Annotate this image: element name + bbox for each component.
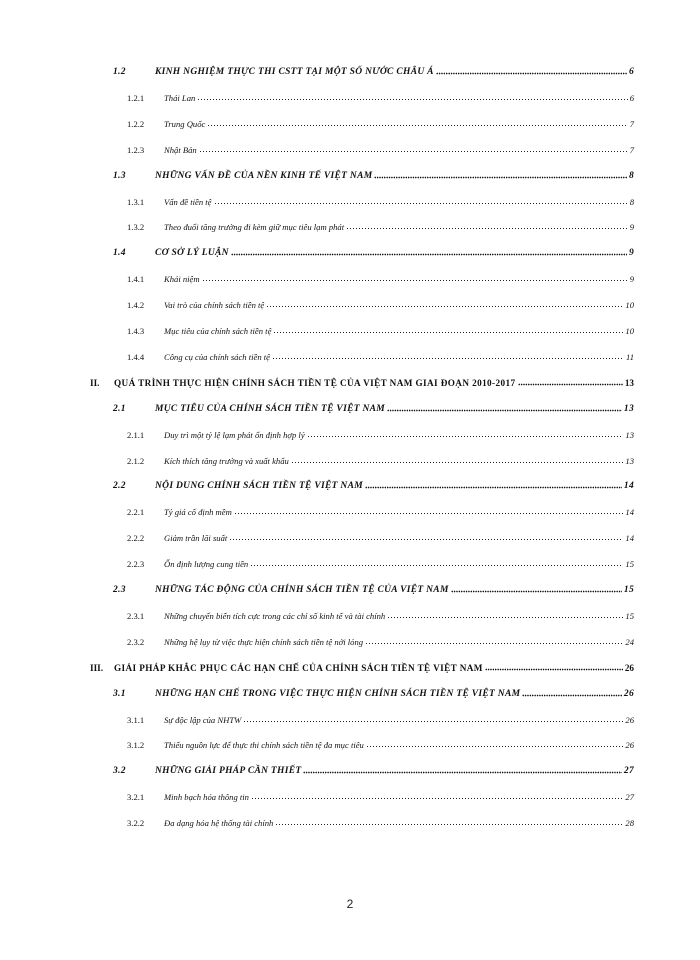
toc-entry[interactable] <box>113 684 634 700</box>
toc-entry-number: 3.2.2 <box>127 818 145 829</box>
toc-entry-title: NHỮNG VẤN ĐỀ CỦA NỀN KINH TẾ VIỆT NAM <box>155 170 373 181</box>
toc-entry-title: Thái Lan <box>164 92 196 103</box>
toc-entry-number: 2.2 <box>113 481 126 492</box>
toc-dot-leader <box>451 590 622 593</box>
toc-entry-title: Khái niệm <box>164 274 200 285</box>
toc-entry[interactable] <box>127 502 634 518</box>
toc-entry[interactable] <box>127 217 634 233</box>
toc-entry[interactable] <box>90 658 634 674</box>
toc-entry[interactable] <box>127 269 634 285</box>
toc-entry-number: 3.1.1 <box>127 714 145 725</box>
toc-entry-title: NHỮNG TÁC ĐỘNG CỦA CHÍNH SÁCH TIỀN TỆ CỦA VIỆT NAM <box>155 585 449 595</box>
toc-entry-title: Đa dạng hóa hệ thống tài chính <box>164 818 274 829</box>
toc-dot-leader <box>199 150 628 153</box>
toc-entry-page: 26 <box>623 688 634 699</box>
toc-entry-number: 2.3.2 <box>127 636 145 647</box>
toc-entry[interactable] <box>113 476 634 492</box>
toc-entry-number: 2.1.2 <box>127 455 145 466</box>
toc-entry-title: Minh bạch hóa thông tin <box>164 792 249 803</box>
toc-entry-page: 8 <box>629 196 634 207</box>
toc-entry[interactable] <box>127 88 634 104</box>
toc-entry-number: 1.3.1 <box>127 196 145 207</box>
toc-entry-page: 14 <box>625 533 634 544</box>
toc-entry[interactable] <box>127 787 634 803</box>
toc-entry-title: Kích thích tăng trưởng và xuất khẩu <box>164 455 289 466</box>
toc-entry-number: 1.4.3 <box>127 326 145 336</box>
toc-dot-leader <box>266 305 623 308</box>
toc-dot-leader <box>275 823 623 826</box>
toc-entry-number: 2.2.1 <box>127 507 145 518</box>
toc-dot-leader <box>272 357 624 360</box>
toc-entry[interactable] <box>127 813 634 829</box>
toc-entry-number: 2.1.1 <box>127 429 145 440</box>
toc-entry-number: 1.3 <box>113 170 126 181</box>
toc-dot-leader <box>207 124 627 127</box>
toc-entry-page: 9 <box>629 222 634 233</box>
toc-entry-title: Theo đuổi tăng trưởng đi kèm giữ mục tiêu lạm phát <box>164 222 345 233</box>
toc-dot-leader <box>250 564 623 567</box>
toc-entry-title: Những chuyển biến tích cực trong các chỉ số kinh tế và tài chính <box>164 610 386 621</box>
toc-entry-number: 2.2.3 <box>127 559 145 570</box>
toc-dot-leader <box>522 694 622 697</box>
toc-entry[interactable] <box>127 528 634 544</box>
toc-entry[interactable] <box>127 606 634 622</box>
toc-entry-number: 1.4.4 <box>127 351 145 362</box>
toc-entry-title: Mục tiêu của chính sách tiền tệ <box>164 326 272 336</box>
toc-entry-title: Nhật Bản <box>164 144 197 155</box>
toc-entry-number: 1.4.1 <box>127 274 145 285</box>
toc-entry-page: 10 <box>625 326 634 336</box>
toc-entry[interactable] <box>127 114 634 130</box>
toc-entry-title: Công cụ của chính sách tiền tệ <box>164 351 270 362</box>
toc-dot-leader <box>436 72 627 75</box>
toc-dot-leader <box>307 435 624 438</box>
toc-entry-page: 15 <box>625 610 634 621</box>
toc-entry-number: 2.1 <box>113 403 126 414</box>
toc-entry-title: Duy trì một tỷ lệ lạm phát ổn định hợp lý <box>164 429 305 440</box>
toc-entry[interactable] <box>127 140 634 156</box>
toc-entry-number: 1.2.3 <box>127 144 145 155</box>
toc-entry[interactable] <box>127 192 634 208</box>
toc-dot-leader <box>202 279 628 282</box>
toc-entry[interactable] <box>127 735 634 751</box>
toc-entry-page: 13 <box>624 377 634 388</box>
toc-entry-page: 27 <box>625 792 634 803</box>
toc-dot-leader <box>365 486 622 489</box>
toc-entry-title: Trung Quốc <box>164 118 206 129</box>
toc-entry-number: 1.4 <box>113 248 126 259</box>
toc-entry-page: 13 <box>623 403 634 414</box>
toc-entry[interactable] <box>113 399 634 415</box>
toc-dot-leader <box>291 461 624 464</box>
toc-entry-page: 15 <box>623 585 634 595</box>
toc-entry-title: Những hệ lụy từ việc thực hiện chính sách tiền tệ nới lỏng <box>164 636 364 647</box>
toc-entry-page: 28 <box>625 818 634 829</box>
toc-dot-leader <box>243 720 623 723</box>
toc-entry-title: Tỷ giá cố định mềm <box>164 507 232 518</box>
toc-entry[interactable] <box>127 295 634 311</box>
toc-entry-page: 9 <box>629 274 634 285</box>
toc-entry-number: 1.2.1 <box>127 92 145 103</box>
toc-dot-leader <box>231 253 627 256</box>
toc-entry-title: Vấn đề tiền tệ <box>164 196 212 207</box>
toc-entry[interactable] <box>127 321 634 337</box>
toc-entry-page: 8 <box>628 170 634 181</box>
toc-entry-page: 6 <box>628 67 634 77</box>
toc-entry-page: 6 <box>629 92 634 103</box>
toc-dot-leader <box>366 745 624 748</box>
toc-entry-number: 3.2 <box>113 766 126 777</box>
toc-entry-title: GIẢI PHÁP KHẮC PHỤC CÁC HẠN CHẾ CỦA CHÍNH SÁCH TIỀN TỆ VIỆT NAM <box>114 662 483 673</box>
toc-entry-page: 13 <box>625 455 634 466</box>
toc-dot-leader <box>365 642 623 645</box>
toc-entry-title: NHỮNG GIẢI PHÁP CẦN THIẾT <box>155 766 302 777</box>
toc-dot-leader <box>273 331 623 334</box>
toc-entry[interactable] <box>127 425 634 441</box>
toc-entry-title: Thiếu nguồn lực để thực thi chính sách tiền tệ đa mục tiêu <box>164 740 364 751</box>
toc-dot-leader <box>387 616 623 619</box>
toc-entry-title: NHỮNG HẠN CHẾ TRONG VIỆC THỰC HIỆN CHÍNH SÁCH TIỀN TỆ VIỆT NAM <box>155 688 521 699</box>
toc-entry-page: 26 <box>624 662 634 673</box>
toc-entry-title: Ổn định lượng cung tiền <box>164 559 249 570</box>
toc-entry-title: QUÁ TRÌNH THỰC HIỆN CHÍNH SÁCH TIỀN TỆ CỦA VIỆT NAM GIAI ĐOẠN 2010-2017 <box>114 377 516 388</box>
toc-entry[interactable] <box>113 62 634 78</box>
page-number: 2 <box>346 897 354 911</box>
toc-entry-page: 14 <box>623 481 634 492</box>
toc-entry-number: 1.3.2 <box>127 222 145 233</box>
toc-entry-title: NỘI DUNG CHÍNH SÁCH TIỀN TỆ VIỆT NAM <box>155 481 363 492</box>
toc-entry-number: 1.4.2 <box>127 300 145 311</box>
toc-entry-number: 3.1.2 <box>127 740 145 751</box>
toc-dot-leader <box>346 227 628 230</box>
toc-entry[interactable] <box>113 580 634 596</box>
toc-dot-leader <box>197 98 627 101</box>
toc-entry-number: 3.2.1 <box>127 792 145 803</box>
toc-dot-leader <box>518 383 623 386</box>
toc-entry[interactable] <box>127 554 634 570</box>
toc-entry[interactable] <box>113 243 634 259</box>
toc-entry-title: Sự độc lập của NHTW <box>164 714 242 725</box>
toc-entry[interactable] <box>113 761 634 777</box>
toc-entry-number: 1.2 <box>113 67 126 77</box>
toc-entry-page: 10 <box>625 300 634 311</box>
toc-entry-number: II. <box>90 377 100 388</box>
toc-entry[interactable] <box>127 347 634 363</box>
toc-entry-page: 13 <box>625 429 634 440</box>
toc-entry-page: 14 <box>625 507 634 518</box>
toc-entry-page: 9 <box>628 248 634 259</box>
toc-entry-title: KINH NGHIỆM THỰC THI CSTT TẠI MỘT SỐ NƯỚC CHÂU Á <box>155 67 434 77</box>
toc-entry[interactable] <box>90 373 634 389</box>
toc-entry-title: MỤC TIÊU CỦA CHÍNH SÁCH TIỀN TỆ VIỆT NAM <box>155 403 386 414</box>
toc-dot-leader <box>303 771 621 774</box>
toc-entry-number: 2.2.2 <box>127 533 145 544</box>
toc-dot-leader <box>214 202 628 205</box>
toc-entry[interactable] <box>127 451 634 467</box>
toc-entry-number: 2.3.1 <box>127 610 145 621</box>
toc-entry[interactable] <box>127 632 634 648</box>
toc-entry-page: 26 <box>625 740 634 751</box>
toc-entry-number: 3.1 <box>113 688 126 699</box>
toc-dot-leader <box>229 538 623 541</box>
toc-entry-number: 2.3 <box>113 585 126 595</box>
toc-dot-leader <box>387 409 622 412</box>
toc-dot-leader <box>374 176 626 179</box>
toc-entry[interactable] <box>127 710 634 726</box>
toc-entry-title: CƠ SỞ LÝ LUẬN <box>155 248 229 259</box>
toc-entry-number: 1.2.2 <box>127 118 145 129</box>
toc-entry-title: Vai trò của chính sách tiền tệ <box>164 300 265 311</box>
toc-entry-page: 11 <box>626 351 634 362</box>
toc-entry[interactable] <box>113 166 634 182</box>
toc-entry-number: III. <box>90 662 104 673</box>
toc-dot-leader <box>234 512 624 515</box>
toc-entry-page: 27 <box>623 766 634 777</box>
toc-entry-page: 26 <box>625 714 634 725</box>
toc-dot-leader <box>251 797 623 800</box>
toc-entry-page: 7 <box>629 118 634 129</box>
toc-entry-page: 15 <box>625 559 634 570</box>
toc-entry-title: Giảm trần lãi suất <box>164 533 228 544</box>
toc-entry-page: 7 <box>629 144 634 155</box>
toc-entry-page: 24 <box>625 636 634 647</box>
toc-dot-leader <box>485 668 623 671</box>
